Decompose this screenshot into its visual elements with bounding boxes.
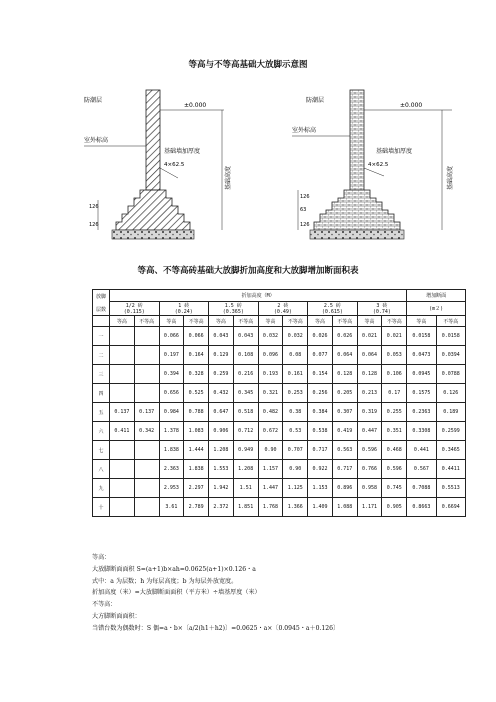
value-cell xyxy=(109,479,134,498)
value-cell: 0.745 xyxy=(382,479,407,498)
value-cell: 0.384 xyxy=(308,403,333,422)
value-cell: 0.128 xyxy=(332,365,357,384)
value-cell: 0.8663 xyxy=(407,498,436,517)
value-cell: 0.906 xyxy=(209,422,234,441)
brick-name: 1/2 砖 xyxy=(125,303,143,309)
value-cell: 1.768 xyxy=(258,498,283,517)
table-row xyxy=(93,365,466,384)
table-row xyxy=(93,384,466,403)
brick-val: (0.49) xyxy=(273,309,292,315)
brick-val: (0.115) xyxy=(123,309,145,315)
value-cell: 1.208 xyxy=(233,460,258,479)
value-cell: 0.90 xyxy=(283,460,308,479)
value-cell: 0.394 xyxy=(159,365,184,384)
value-cell: 3.61 xyxy=(159,498,184,517)
value-cell: 0.345 xyxy=(233,384,258,403)
value-cell xyxy=(109,365,134,384)
sub-header-cell: 不等高 xyxy=(184,316,209,327)
value-cell: 0.958 xyxy=(357,479,382,498)
unequal-height-diagram xyxy=(292,90,454,239)
value-cell: 0.717 xyxy=(332,460,357,479)
sub-header-cell: 不等高 xyxy=(382,316,407,327)
value-cell: 0.066 xyxy=(159,327,184,346)
value-cell: 0.154 xyxy=(308,365,333,384)
value-cell: 1.447 xyxy=(258,479,283,498)
right-moisture-label: 防潮层 xyxy=(306,97,325,104)
brick-name: 1.5 砖 xyxy=(224,303,242,309)
value-cell: 1.157 xyxy=(258,460,283,479)
value-cell xyxy=(109,441,134,460)
value-cell: 0.307 xyxy=(332,403,357,422)
value-cell: 2.953 xyxy=(159,479,184,498)
sub-header-cell: 等高 xyxy=(209,316,234,327)
brick-name: 2 砖 xyxy=(277,303,289,309)
layer-cell: 八 xyxy=(93,460,110,479)
value-cell: 0.0945 xyxy=(407,365,436,384)
right-wall-label: 基础墙加厚度 xyxy=(376,148,413,155)
value-cell: 0.321 xyxy=(258,384,283,403)
table-row xyxy=(93,498,466,517)
brick-col xyxy=(209,302,259,316)
value-cell: 0.656 xyxy=(159,384,184,403)
table-row xyxy=(93,327,466,346)
value-cell: 0.193 xyxy=(258,365,283,384)
value-cell: 0.3465 xyxy=(436,441,465,460)
value-cell: 0.319 xyxy=(357,403,382,422)
value-cell: 0.949 xyxy=(233,441,258,460)
brick-name: 2.5 砖 xyxy=(323,303,341,309)
value-cell: 0.256 xyxy=(308,384,333,403)
right-dim-4x: 4×62.5 xyxy=(368,162,389,168)
layers-header xyxy=(93,290,110,316)
fold-height-table xyxy=(92,289,466,517)
value-cell: 0.596 xyxy=(357,441,382,460)
table-row xyxy=(93,346,466,365)
value-cell: 0.441 xyxy=(407,441,436,460)
sub-header-cell: 等高 xyxy=(407,316,436,327)
value-cell: 1.553 xyxy=(209,460,234,479)
value-cell xyxy=(109,327,134,346)
value-cell: 0.351 xyxy=(382,422,407,441)
value-cell xyxy=(109,346,134,365)
value-cell: 0.096 xyxy=(258,346,283,365)
value-cell: 1.366 xyxy=(283,498,308,517)
left-moisture-label: 防潮层 xyxy=(84,97,103,104)
value-cell: 1.171 xyxy=(357,498,382,517)
value-cell: 0.712 xyxy=(233,422,258,441)
layers-header-b: 层数 xyxy=(95,306,106,313)
value-cell: 0.567 xyxy=(407,460,436,479)
note-line: 式中：a 为层数；h 为每层高度；b 为每层外放宽度。 xyxy=(92,577,238,585)
value-cell: 0.7088 xyxy=(407,479,436,498)
sub-header-cell: 等高 xyxy=(357,316,382,327)
value-cell: 0.255 xyxy=(382,403,407,422)
table-row xyxy=(93,441,466,460)
value-cell: 0.707 xyxy=(283,441,308,460)
value-cell: 0.0158 xyxy=(436,327,465,346)
value-cell: 0.53 xyxy=(283,422,308,441)
layer-cell: 九 xyxy=(93,479,110,498)
value-cell: 1.51 xyxy=(233,479,258,498)
layer-cell: 五 xyxy=(93,403,110,422)
value-cell: 0.38 xyxy=(283,403,308,422)
value-cell: 0.90 xyxy=(258,441,283,460)
value-cell: 0.4411 xyxy=(436,460,465,479)
value-cell: 2.372 xyxy=(209,498,234,517)
value-cell: 1.208 xyxy=(209,441,234,460)
value-cell: 0.129 xyxy=(209,346,234,365)
value-cell xyxy=(134,460,159,479)
table-row xyxy=(93,422,466,441)
value-cell: 1.838 xyxy=(184,460,209,479)
value-cell: 0.137 xyxy=(109,403,134,422)
table-row xyxy=(93,479,466,498)
value-cell: 0.342 xyxy=(134,422,159,441)
value-cell: 0.026 xyxy=(308,327,333,346)
value-cell: 0.788 xyxy=(184,403,209,422)
value-cell xyxy=(109,384,134,403)
value-cell: 0.525 xyxy=(184,384,209,403)
value-cell: 0.053 xyxy=(382,346,407,365)
layers-header-a: 放脚 xyxy=(95,293,106,300)
value-cell: 0.161 xyxy=(283,365,308,384)
value-cell: 0.106 xyxy=(382,365,407,384)
value-cell: 0.419 xyxy=(332,422,357,441)
value-cell xyxy=(134,498,159,517)
value-cell: 1.942 xyxy=(209,479,234,498)
table-title: 等高、不等高砖基础大放脚折加高度和大放脚增加断面积表 xyxy=(137,266,359,276)
value-cell: 0.6694 xyxy=(436,498,465,517)
right-outdoor-label: 室外标高 xyxy=(292,127,317,134)
value-cell: 0.043 xyxy=(233,327,258,346)
brick-col xyxy=(357,302,407,316)
value-cell: 0.896 xyxy=(332,479,357,498)
note-line: 大方脚断面面积： xyxy=(92,612,141,620)
value-cell: 0.064 xyxy=(357,346,382,365)
value-cell: 2.297 xyxy=(184,479,209,498)
note-line: 当错台数为偶数时：S 偶=a・b×〔a/2(h1＋h2)〕=0.0625・a×〔0.0945・a＋0.126〕 xyxy=(92,624,340,632)
brick-col xyxy=(308,302,358,316)
value-cell: 0.216 xyxy=(233,365,258,384)
value-cell: 0.2599 xyxy=(436,422,465,441)
value-cell: 1.851 xyxy=(233,498,258,517)
value-cell xyxy=(109,460,134,479)
value-cell: 0.482 xyxy=(258,403,283,422)
value-cell: 1.409 xyxy=(308,498,333,517)
value-cell: 0.066 xyxy=(184,327,209,346)
blank-cell xyxy=(93,316,110,327)
brick-val: (0.615) xyxy=(321,309,343,315)
value-cell: 1.444 xyxy=(184,441,209,460)
value-cell: 0.205 xyxy=(332,384,357,403)
sub-header-cell: 不等高 xyxy=(233,316,258,327)
brick-val: (0.24) xyxy=(174,309,193,315)
layer-cell: 二 xyxy=(93,346,110,365)
value-cell: 0.647 xyxy=(209,403,234,422)
value-cell xyxy=(134,441,159,460)
table-row xyxy=(93,460,466,479)
value-cell: 2.363 xyxy=(159,460,184,479)
value-cell: 1.378 xyxy=(159,422,184,441)
value-cell: 2.789 xyxy=(184,498,209,517)
layer-cell: 三 xyxy=(93,365,110,384)
brick-name: 3 砖 xyxy=(376,303,388,309)
right-base-height: 基础高度 xyxy=(447,165,454,190)
value-cell: 0.032 xyxy=(258,327,283,346)
value-cell xyxy=(134,384,159,403)
note-line: 大放脚断面面积 S=(a+1)b×ah=0.0625(a+1)×0.126・a xyxy=(92,565,256,573)
value-cell: 1.088 xyxy=(332,498,357,517)
value-cell xyxy=(134,327,159,346)
right-level-label: ±0.000 xyxy=(400,102,423,109)
value-cell: 0.563 xyxy=(332,441,357,460)
value-cell: 0.126 xyxy=(436,384,465,403)
value-cell: 0.984 xyxy=(159,403,184,422)
value-cell: 0.164 xyxy=(184,346,209,365)
value-cell: 0.021 xyxy=(357,327,382,346)
layer-cell: 四 xyxy=(93,384,110,403)
sub-header-cell: 不等高 xyxy=(134,316,159,327)
value-cell: 0.447 xyxy=(357,422,382,441)
value-cell: 0.213 xyxy=(357,384,382,403)
layer-cell: 一 xyxy=(93,327,110,346)
brick-val: (0.74) xyxy=(372,309,391,315)
fold-height-header: 折加高度（M） xyxy=(109,290,406,302)
value-cell: 0.5513 xyxy=(436,479,465,498)
value-cell: 0.108 xyxy=(233,346,258,365)
brick-val: (0.365) xyxy=(222,309,244,315)
value-cell: 0.0788 xyxy=(436,365,465,384)
value-cell: 0.08 xyxy=(283,346,308,365)
value-cell: 0.128 xyxy=(357,365,382,384)
page-title: 等高与不等高基础大放脚示意图 xyxy=(188,60,308,70)
note-line: 等高： xyxy=(92,554,111,561)
value-cell: 0.717 xyxy=(308,441,333,460)
note-line: 不等高： xyxy=(92,601,117,609)
value-cell: 0.137 xyxy=(134,403,159,422)
value-cell xyxy=(134,365,159,384)
sub-header-cell: 等高 xyxy=(159,316,184,327)
value-cell: 0.596 xyxy=(382,460,407,479)
value-cell: 0.922 xyxy=(308,460,333,479)
value-cell: 1.153 xyxy=(308,479,333,498)
right-dim-63: 63 xyxy=(300,207,307,213)
value-cell: 0.0158 xyxy=(407,327,436,346)
left-outdoor-label: 室外标高 xyxy=(84,137,109,144)
value-cell: 0.3308 xyxy=(407,422,436,441)
table-row xyxy=(93,403,466,422)
value-cell: 0.328 xyxy=(184,365,209,384)
brick-col xyxy=(109,302,159,316)
area-unit: (m２) xyxy=(407,302,466,316)
left-wall-label: 基础墙加厚度 xyxy=(164,148,201,155)
value-cell: 0.026 xyxy=(332,327,357,346)
value-cell: 0.17 xyxy=(382,384,407,403)
value-cell: 0.032 xyxy=(283,327,308,346)
value-cell xyxy=(134,346,159,365)
right-dim-126: 126 xyxy=(300,194,310,200)
sub-header-cell: 等高 xyxy=(308,316,333,327)
sub-header-cell: 等高 xyxy=(109,316,134,327)
sub-header-cell: 等高 xyxy=(258,316,283,327)
value-cell: 0.518 xyxy=(233,403,258,422)
value-cell: 0.432 xyxy=(209,384,234,403)
value-cell: 0.197 xyxy=(159,346,184,365)
value-cell: 0.0473 xyxy=(407,346,436,365)
left-dim-4x: 4×62.5 xyxy=(164,162,185,168)
value-cell: 1.125 xyxy=(283,479,308,498)
left-dim-126b: 126 xyxy=(89,222,99,228)
value-cell: 0.766 xyxy=(357,460,382,479)
value-cell: 0.043 xyxy=(209,327,234,346)
brick-col xyxy=(258,302,308,316)
value-cell: 0.411 xyxy=(109,422,134,441)
value-cell: 0.672 xyxy=(258,422,283,441)
note-line: 折加高度（米）=大放脚断面面积（平方米）÷墙基厚度（米） xyxy=(92,589,261,597)
foundation-diagram xyxy=(84,80,474,250)
equal-height-diagram xyxy=(84,90,232,239)
value-cell: 0.259 xyxy=(209,365,234,384)
value-cell: 0.468 xyxy=(382,441,407,460)
value-cell: 0.253 xyxy=(283,384,308,403)
left-base-height: 基础高度 xyxy=(225,165,232,190)
sub-header-cell: 不等高 xyxy=(436,316,465,327)
left-level-label: ±0.000 xyxy=(184,102,207,109)
sub-header-cell: 不等高 xyxy=(283,316,308,327)
value-cell: 0.077 xyxy=(308,346,333,365)
layer-cell: 七 xyxy=(93,441,110,460)
value-cell: 0.1575 xyxy=(407,384,436,403)
value-cell: 0.2363 xyxy=(407,403,436,422)
right-dim-126b: 126 xyxy=(300,222,310,228)
layer-cell: 十 xyxy=(93,498,110,517)
value-cell: 0.0394 xyxy=(436,346,465,365)
value-cell xyxy=(134,479,159,498)
value-cell: 0.905 xyxy=(382,498,407,517)
value-cell: 0.189 xyxy=(436,403,465,422)
value-cell: 1.838 xyxy=(159,441,184,460)
value-cell: 0.064 xyxy=(332,346,357,365)
area-header: 增加断面 xyxy=(407,290,466,302)
layer-cell: 六 xyxy=(93,422,110,441)
value-cell: 0.538 xyxy=(308,422,333,441)
left-dim-126: 126 xyxy=(89,204,99,210)
brick-name: 1 砖 xyxy=(178,303,190,309)
value-cell xyxy=(109,498,134,517)
sub-header-cell: 不等高 xyxy=(332,316,357,327)
formula-notes xyxy=(92,552,492,635)
value-cell: 0.021 xyxy=(382,327,407,346)
value-cell: 1.083 xyxy=(184,422,209,441)
brick-col xyxy=(159,302,209,316)
